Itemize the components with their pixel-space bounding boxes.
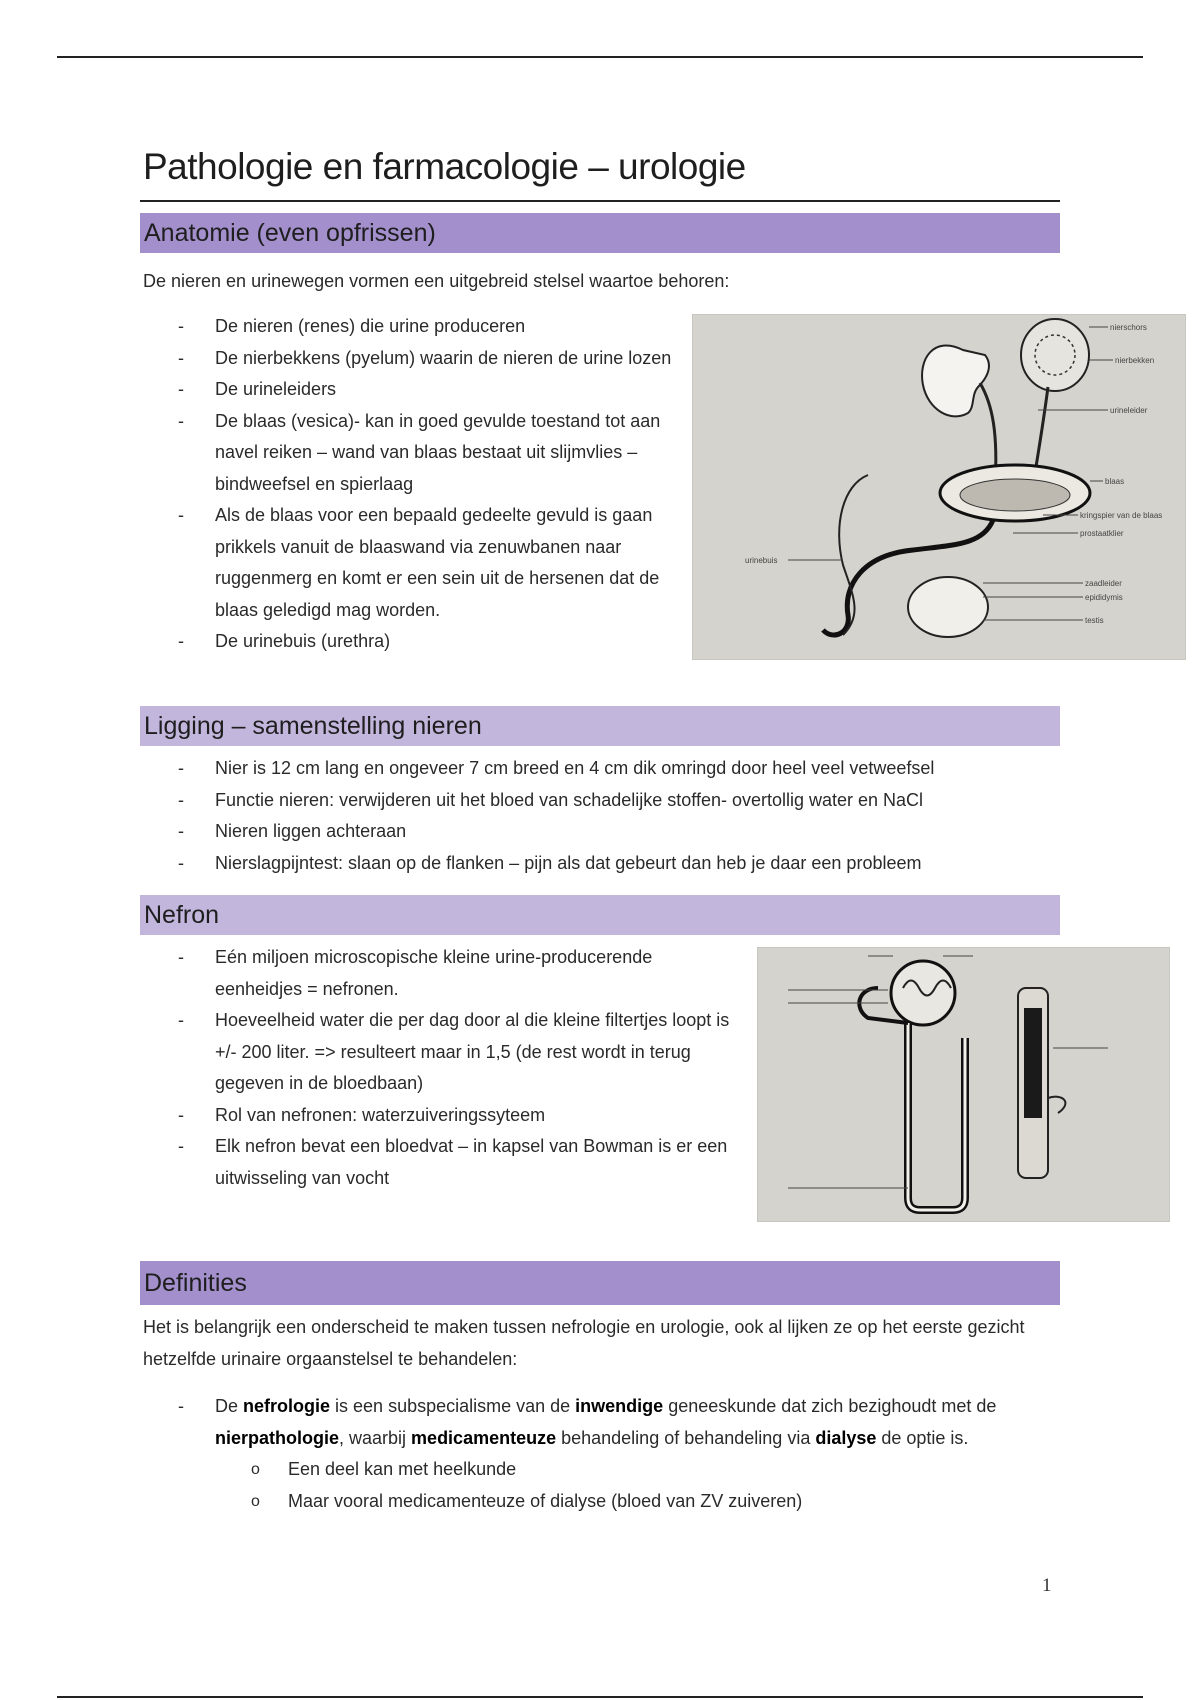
- urinary-system-drawing: [693, 315, 1185, 659]
- section-heading-definities: Definities: [140, 1261, 1060, 1305]
- figure-label: urinebuis: [745, 556, 778, 565]
- figure-label: urineleider: [1110, 406, 1148, 415]
- list-item: - Functie nieren: verwijderen uit het bloed van schadelijke stoffen- overtollig water en NaCl: [178, 785, 1058, 817]
- figure-label: zaadleider: [1085, 579, 1122, 588]
- list-item: - Hoeveelheid water die per dag door al die kleine filtertjes loopt is +/- 200 liter. => resulteert maar in 1,5 (de rest wordt in terug gegeven in de bloedbaan): [178, 1005, 733, 1100]
- figure-label: epididymis: [1085, 593, 1123, 602]
- list-item: - De nefrologie is een subspecialisme van de inwendige geneeskunde dat zich bezighoudt met de nierpathologie, waarbij medicamenteuze behandeling of behandeling via dialyse de optie is. o Een deel kan met heelkunde o Maar vooral medicamenteuze of dialyse (bloed van ZV zuiveren): [178, 1391, 1058, 1517]
- section-heading-nefron: Nefron: [140, 895, 1060, 935]
- nephron-figure: [757, 947, 1170, 1222]
- bottom-rule: [57, 1696, 1143, 1698]
- definities-list: [178, 1391, 1058, 1517]
- list-item: - De urinebuis (urethra): [178, 626, 678, 658]
- definities-intro: Het is belangrijk een onderscheid te maken tussen nefrologie en urologie, ook al lijken ze op het eerste gezicht hetzelfde urinaire orgaanstelsel te behandelen:: [143, 1317, 1025, 1369]
- list-item: - De urineleiders: [178, 374, 678, 406]
- list-item: - De blaas (vesica)- kan in goed gevulde toestand tot aan navel reiken – wand van blaas bestaat uit slijmvlies – bindweefsel en spierlaag: [178, 406, 678, 501]
- figure-label: testis: [1085, 616, 1104, 625]
- list-item: - Elk nefron bevat een bloedvat – in kapsel van Bowman is er een uitwisseling van vocht: [178, 1131, 733, 1194]
- title-underline: [140, 200, 1060, 202]
- list-item: - Nierslagpijntest: slaan op de flanken – pijn als dat gebeurt dan heb je daar een probleem: [178, 848, 1058, 880]
- page-title: Pathologie en farmacologie – urologie: [143, 146, 746, 187]
- figure-label: blaas: [1105, 477, 1125, 486]
- page-number: 1: [1042, 1575, 1052, 1596]
- ligging-list: [178, 753, 1058, 879]
- list-item: - Nier is 12 cm lang en ongeveer 7 cm breed en 4 cm dik omringd door heel veel vetweefsel: [178, 753, 1058, 785]
- figure-label: nierschors: [1110, 323, 1147, 332]
- anatomie-list: [178, 311, 678, 658]
- figure-label: nierbekken: [1115, 356, 1155, 365]
- nefron-list: [178, 942, 733, 1194]
- list-item: - Eén miljoen microscopische kleine urine-producerende eenheidjes = nefronen.: [178, 942, 733, 1005]
- figure-label: kringspier van de blaas: [1080, 511, 1163, 520]
- sub-list-item: o Een deel kan met heelkunde: [251, 1454, 1058, 1486]
- definities-sublist: [251, 1454, 1058, 1517]
- urinary-system-figure: [692, 314, 1186, 660]
- section-heading-anatomie: Anatomie (even opfrissen): [140, 213, 1060, 253]
- anatomie-intro: De nieren en urinewegen vormen een uitgebreid stelsel waartoe behoren:: [143, 271, 730, 291]
- top-rule: [57, 56, 1143, 58]
- list-item: - De nieren (renes) die urine produceren: [178, 311, 678, 343]
- section-heading-ligging: Ligging – samenstelling nieren: [140, 706, 1060, 746]
- sub-list-item: o Maar vooral medicamenteuze of dialyse (bloed van ZV zuiveren): [251, 1486, 1058, 1518]
- list-item: - De nierbekkens (pyelum) waarin de nieren de urine lozen: [178, 343, 678, 375]
- list-item: - Rol van nefronen: waterzuiveringssyteem: [178, 1100, 733, 1132]
- figure-label: prostaatklier: [1080, 529, 1124, 538]
- nephron-drawing: [758, 948, 1169, 1221]
- list-item: - Als de blaas voor een bepaald gedeelte gevuld is gaan prikkels vanuit de blaaswand via zenuwbanen naar ruggenmerg en komt er een sein uit de hersenen dat de blaas geledigd mag worden.: [178, 500, 678, 626]
- list-item: - Nieren liggen achteraan: [178, 816, 1058, 848]
